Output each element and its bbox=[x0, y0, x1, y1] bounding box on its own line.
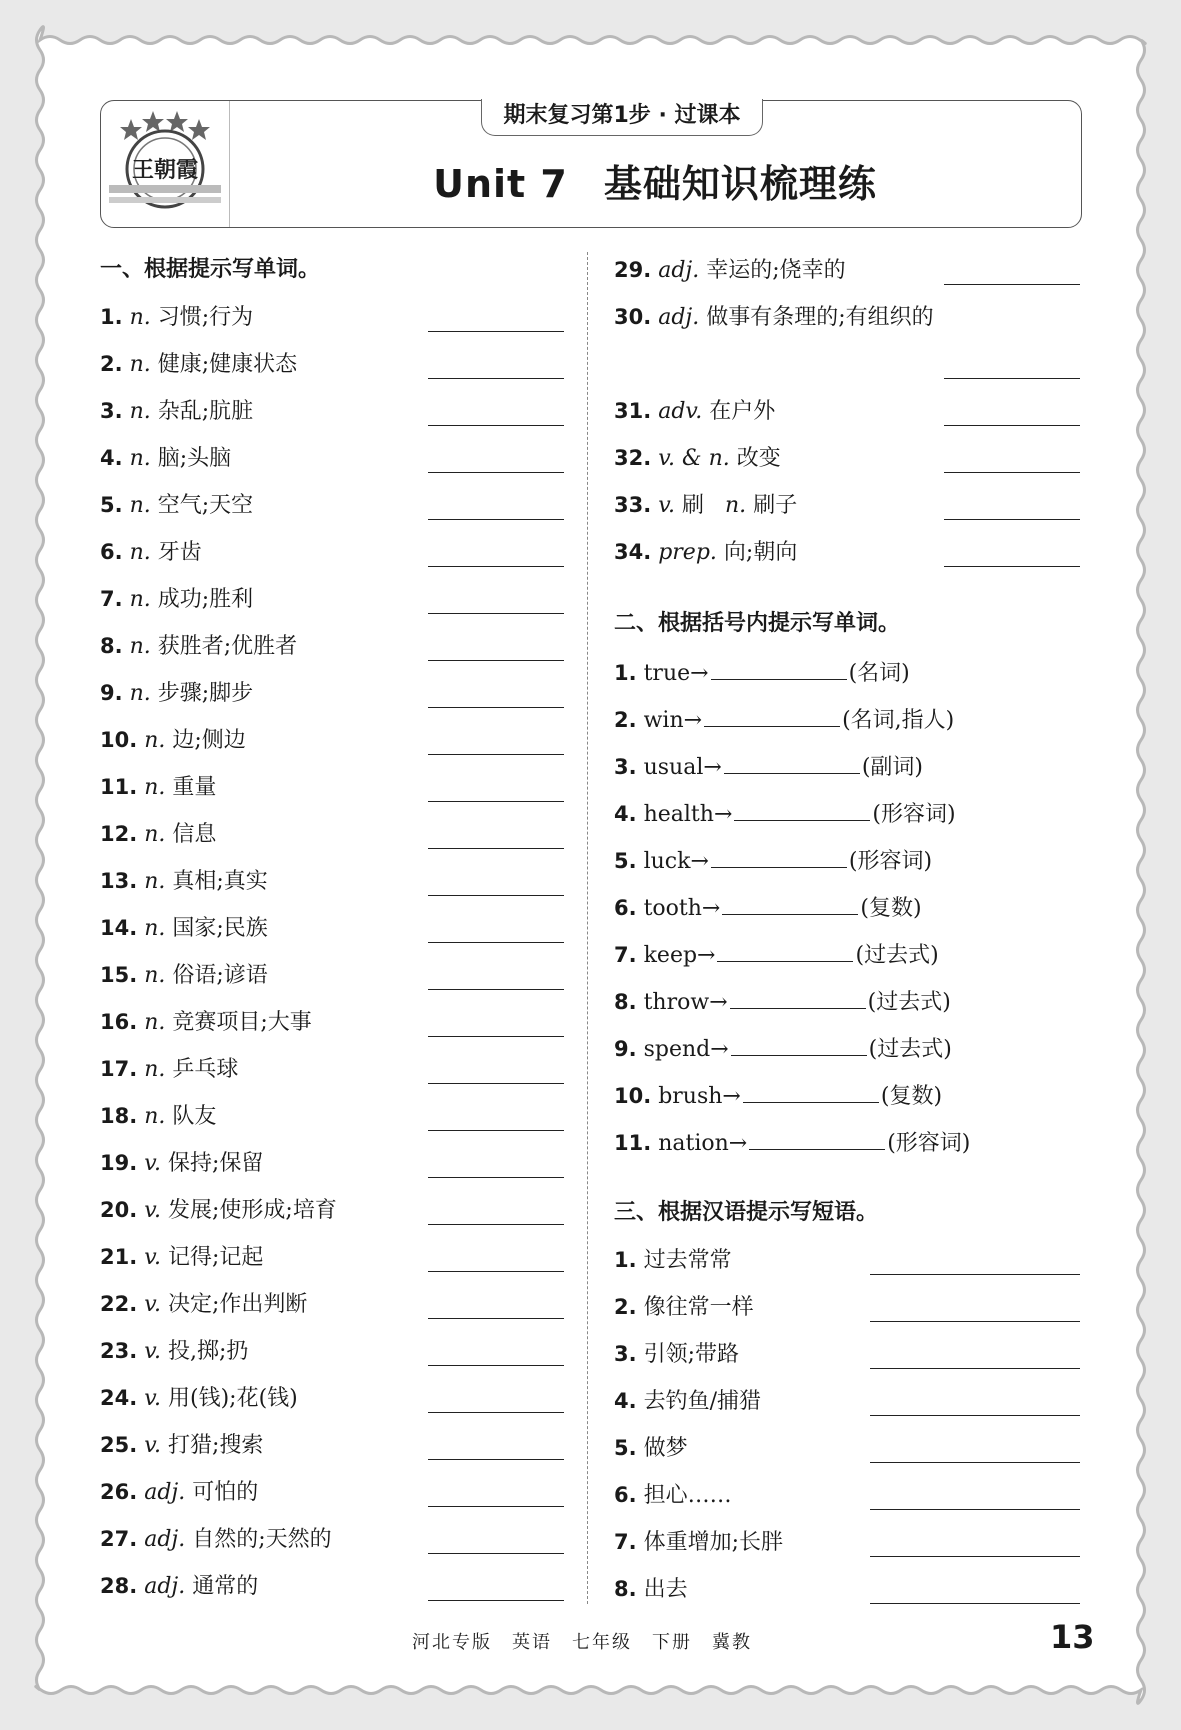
answer-blank[interactable] bbox=[749, 1123, 885, 1150]
word-item bbox=[100, 816, 564, 863]
item-prompt: 通常的 bbox=[192, 1574, 259, 1599]
part-of-speech: v. bbox=[144, 1292, 162, 1317]
part-of-speech: n. bbox=[129, 681, 151, 706]
answer-blank[interactable] bbox=[428, 989, 564, 990]
word-item bbox=[100, 1098, 564, 1145]
word-item bbox=[100, 722, 564, 769]
form-hint: (名词,指人) bbox=[842, 708, 955, 733]
item-prompt: 发展;使形成;培育 bbox=[168, 1198, 337, 1223]
item-prompt: 健康;健康状态 bbox=[157, 352, 298, 377]
item-number: 5. bbox=[100, 493, 123, 517]
phrase-item bbox=[614, 1571, 1080, 1618]
item-prompt: 重量 bbox=[172, 775, 217, 800]
item-number: 23. bbox=[100, 1339, 138, 1363]
answer-blank[interactable] bbox=[944, 378, 1080, 379]
part-of-speech: n. bbox=[129, 352, 151, 377]
item-prompt: 担心…… bbox=[643, 1483, 732, 1508]
answer-blank[interactable] bbox=[724, 747, 860, 774]
form-hint: (形容词) bbox=[848, 849, 933, 874]
section-1-title: 一、根据提示写单词。 bbox=[100, 257, 321, 282]
item-prompt: 过去常常 bbox=[643, 1248, 732, 1273]
word-item-answer-line bbox=[614, 346, 1080, 393]
word-item bbox=[614, 299, 1080, 346]
base-word: true→ bbox=[643, 661, 709, 686]
part-of-speech: n. bbox=[129, 493, 151, 518]
item-number: 7. bbox=[614, 943, 637, 967]
word-item bbox=[614, 534, 1080, 581]
phrase-item bbox=[614, 1242, 1080, 1289]
part-of-speech: v. bbox=[144, 1245, 162, 1270]
item-number: 26. bbox=[100, 1480, 138, 1504]
part-of-speech: n. bbox=[144, 775, 166, 800]
item-number: 5. bbox=[614, 1436, 637, 1460]
item-number: 28. bbox=[100, 1574, 138, 1598]
item-prompt: 出去 bbox=[643, 1577, 688, 1602]
word-form-item bbox=[614, 794, 1080, 841]
item-prompt: 自然的;天然的 bbox=[192, 1527, 332, 1552]
answer-blank[interactable] bbox=[944, 284, 1080, 285]
word-form-item bbox=[614, 1123, 1080, 1170]
word-item bbox=[100, 628, 564, 675]
item-prompt: 步骤;脚步 bbox=[157, 681, 254, 706]
answer-blank[interactable] bbox=[428, 1083, 564, 1084]
item-number: 2. bbox=[614, 708, 637, 732]
phrase-item bbox=[614, 1430, 1080, 1477]
word-item bbox=[614, 252, 1080, 299]
item-number: 8. bbox=[614, 1577, 637, 1601]
item-number: 15. bbox=[100, 963, 138, 987]
word-item bbox=[100, 1239, 564, 1286]
base-word: tooth→ bbox=[643, 896, 721, 921]
answer-blank[interactable] bbox=[428, 519, 564, 520]
item-number: 10. bbox=[614, 1084, 652, 1108]
item-number: 14. bbox=[100, 916, 138, 940]
part-of-speech: v. bbox=[144, 1198, 162, 1223]
page-footer bbox=[0, 1620, 1181, 1660]
item-prompt: 脑;头脑 bbox=[157, 446, 232, 471]
answer-blank[interactable] bbox=[428, 378, 564, 379]
word-item bbox=[100, 1333, 564, 1380]
answer-blank[interactable] bbox=[944, 566, 1080, 567]
answer-blank[interactable] bbox=[734, 794, 870, 821]
answer-blank[interactable] bbox=[870, 1556, 1080, 1557]
word-item bbox=[614, 440, 1080, 487]
answer-blank[interactable] bbox=[428, 754, 564, 755]
part-of-speech: n. bbox=[129, 446, 151, 471]
answer-blank[interactable] bbox=[428, 613, 564, 614]
item-number: 34. bbox=[614, 540, 652, 564]
answer-blank[interactable] bbox=[717, 935, 853, 962]
title-label: 基础知识梳理练 bbox=[603, 162, 877, 206]
phrase-item bbox=[614, 1477, 1080, 1524]
item-number: 33. bbox=[614, 493, 652, 517]
word-form-item bbox=[614, 1029, 1080, 1076]
word-form-item bbox=[614, 841, 1080, 888]
item-number: 30. bbox=[614, 305, 652, 329]
item-number: 7. bbox=[100, 587, 123, 611]
item-prompt: 打猎;搜索 bbox=[168, 1433, 264, 1458]
item-number: 17. bbox=[100, 1057, 138, 1081]
phrase-item bbox=[614, 1383, 1080, 1430]
item-prompt: 做事有条理的;有组织的 bbox=[706, 305, 934, 330]
part-of-speech: n. bbox=[144, 869, 166, 894]
base-word: nation→ bbox=[658, 1131, 748, 1156]
part-of-speech: n. bbox=[129, 540, 151, 565]
answer-blank[interactable] bbox=[428, 1506, 564, 1507]
item-number: 9. bbox=[614, 1037, 637, 1061]
item-number: 10. bbox=[100, 728, 138, 752]
word-item bbox=[100, 534, 564, 581]
item-prompt: 幸运的;侥幸的 bbox=[706, 258, 846, 283]
word-item bbox=[100, 1427, 564, 1474]
part-of-speech: v. bbox=[144, 1151, 162, 1176]
word-item bbox=[100, 1051, 564, 1098]
item-prompt: 空气;天空 bbox=[157, 493, 254, 518]
column-divider bbox=[587, 252, 588, 1604]
item-prompt: 边;侧边 bbox=[172, 728, 246, 753]
part-of-speech: n. bbox=[129, 634, 151, 659]
base-word: throw→ bbox=[643, 990, 728, 1015]
word-form-item bbox=[614, 982, 1080, 1029]
part-of-speech: v. bbox=[144, 1386, 162, 1411]
part-of-speech: v. & n. bbox=[658, 446, 730, 471]
item-number: 5. bbox=[614, 849, 637, 873]
answer-blank[interactable] bbox=[731, 1029, 867, 1056]
part-of-speech: n. bbox=[129, 305, 151, 330]
answer-blank[interactable] bbox=[428, 1271, 564, 1272]
word-form-item bbox=[614, 747, 1080, 794]
word-item bbox=[100, 910, 564, 957]
answer-blank[interactable] bbox=[428, 1318, 564, 1319]
answer-blank[interactable] bbox=[428, 1365, 564, 1366]
publisher-logo bbox=[101, 101, 230, 227]
answer-blank[interactable] bbox=[428, 895, 564, 896]
answer-blank[interactable] bbox=[870, 1509, 1080, 1510]
word-form-item bbox=[614, 700, 1080, 747]
word-item bbox=[100, 1004, 564, 1051]
part-of-speech: v. bbox=[658, 493, 676, 518]
part-of-speech: adv. bbox=[658, 399, 703, 424]
answer-blank[interactable] bbox=[870, 1462, 1080, 1463]
word-item bbox=[100, 1380, 564, 1427]
item-prompt: 真相;真实 bbox=[172, 869, 268, 894]
item-prompt: 在户外 bbox=[709, 399, 776, 424]
form-hint: (过去式) bbox=[868, 1037, 952, 1062]
answer-blank[interactable] bbox=[428, 942, 564, 943]
item-prompt: 获胜者;优胜者 bbox=[157, 634, 298, 659]
form-hint: (过去式) bbox=[867, 990, 951, 1015]
item-number: 24. bbox=[100, 1386, 138, 1410]
item-prompt: 决定;作出判断 bbox=[168, 1292, 308, 1317]
word-item bbox=[614, 393, 1080, 440]
answer-blank[interactable] bbox=[711, 653, 847, 680]
answer-blank[interactable] bbox=[428, 1412, 564, 1413]
item-prompt: 杂乱;肮脏 bbox=[157, 399, 254, 424]
answer-blank[interactable] bbox=[428, 472, 564, 473]
part-of-speech: n. bbox=[144, 963, 166, 988]
part-of-speech: adj. bbox=[658, 305, 700, 330]
item-number: 1. bbox=[614, 661, 637, 685]
item-prompt: 可怕的 bbox=[192, 1480, 259, 1505]
answer-blank[interactable] bbox=[711, 841, 847, 868]
answer-blank[interactable] bbox=[428, 1600, 564, 1601]
item-prompt: 俗语;谚语 bbox=[172, 963, 268, 988]
word-item bbox=[100, 1568, 564, 1615]
logo-text: 王朝霞 bbox=[131, 157, 199, 183]
part-of-speech: n. bbox=[144, 1057, 166, 1082]
answer-blank[interactable] bbox=[428, 1224, 564, 1225]
base-word: luck→ bbox=[643, 849, 709, 874]
item-prompt: 向;朝向 bbox=[723, 540, 798, 565]
word-item bbox=[100, 769, 564, 816]
word-item bbox=[100, 299, 564, 346]
item-prompt: 牙齿 bbox=[157, 540, 202, 565]
form-hint: (复数) bbox=[860, 896, 922, 921]
word-form-item bbox=[614, 935, 1080, 982]
section-3-list bbox=[614, 1242, 1080, 1618]
item-prompt: 国家;民族 bbox=[172, 916, 268, 941]
form-hint: (形容词) bbox=[872, 802, 956, 827]
word-item bbox=[100, 487, 564, 534]
answer-blank[interactable] bbox=[730, 982, 866, 1009]
part-of-speech: prep. bbox=[658, 540, 717, 565]
answer-blank[interactable] bbox=[944, 425, 1080, 426]
item-prompt: 刷子 bbox=[753, 493, 798, 518]
answer-blank[interactable] bbox=[704, 700, 840, 727]
part-of-speech: adj. bbox=[658, 258, 700, 283]
answer-blank[interactable] bbox=[944, 472, 1080, 473]
item-number: 25. bbox=[100, 1433, 138, 1457]
form-hint: (过去式) bbox=[855, 943, 939, 968]
word-form-item bbox=[614, 1076, 1080, 1123]
answer-blank[interactable] bbox=[870, 1274, 1080, 1275]
base-word: win→ bbox=[643, 708, 703, 733]
phrase-item bbox=[614, 1336, 1080, 1383]
word-item bbox=[100, 863, 564, 910]
item-prompt: 成功;胜利 bbox=[157, 587, 254, 612]
item-prompt: 像往常一样 bbox=[643, 1295, 754, 1320]
item-number: 2. bbox=[100, 352, 123, 376]
item-prompt: 引领;带路 bbox=[643, 1342, 740, 1367]
item-prompt: 队友 bbox=[172, 1104, 217, 1129]
answer-blank[interactable] bbox=[428, 1130, 564, 1131]
section-3-title: 三、根据汉语提示写短语。 bbox=[614, 1200, 879, 1225]
form-hint: (形容词) bbox=[887, 1131, 971, 1156]
item-number: 11. bbox=[100, 775, 138, 799]
item-number: 6. bbox=[100, 540, 123, 564]
form-hint: (复数) bbox=[880, 1084, 943, 1109]
item-number: 16. bbox=[100, 1010, 138, 1034]
word-item bbox=[100, 346, 564, 393]
form-hint: (副词) bbox=[861, 755, 923, 780]
answer-blank[interactable] bbox=[944, 519, 1080, 520]
answer-blank[interactable] bbox=[428, 566, 564, 567]
answer-blank[interactable] bbox=[722, 888, 858, 915]
answer-blank[interactable] bbox=[428, 331, 564, 332]
item-prompt: 投,掷;扔 bbox=[168, 1339, 249, 1364]
part-of-speech: v. bbox=[144, 1433, 162, 1458]
item-number: 8. bbox=[614, 990, 637, 1014]
phrase-item bbox=[614, 1524, 1080, 1571]
item-number: 13. bbox=[100, 869, 138, 893]
part-of-speech: n. bbox=[129, 587, 151, 612]
answer-blank[interactable] bbox=[428, 1177, 564, 1178]
word-item bbox=[100, 675, 564, 722]
word-item bbox=[100, 1286, 564, 1333]
item-prompt: 刷 bbox=[682, 493, 705, 518]
item-prompt: 用(钱);花(钱) bbox=[168, 1386, 298, 1411]
item-prompt: 保持;保留 bbox=[168, 1151, 264, 1176]
answer-blank[interactable] bbox=[870, 1368, 1080, 1369]
base-word: spend→ bbox=[643, 1037, 729, 1062]
base-word: keep→ bbox=[643, 943, 716, 968]
item-number: 3. bbox=[100, 399, 123, 423]
base-word: usual→ bbox=[643, 755, 722, 780]
answer-blank[interactable] bbox=[428, 1459, 564, 1460]
answer-blank[interactable] bbox=[870, 1603, 1080, 1604]
item-number: 20. bbox=[100, 1198, 138, 1222]
phrase-item bbox=[614, 1289, 1080, 1336]
item-prompt: 体重增加;长胖 bbox=[643, 1530, 784, 1555]
answer-blank[interactable] bbox=[428, 848, 564, 849]
form-hint: (名词) bbox=[848, 661, 910, 686]
item-prompt: 习惯;行为 bbox=[157, 305, 254, 330]
item-number: 9. bbox=[100, 681, 123, 705]
page-header bbox=[100, 100, 1082, 228]
item-number: 27. bbox=[100, 1527, 138, 1551]
item-prompt: 去钓鱼/捕猎 bbox=[643, 1389, 762, 1414]
item-number: 4. bbox=[614, 1389, 637, 1413]
review-step-ribbon: 期末复习第1步 · 过课本 bbox=[481, 99, 763, 136]
section-2-title: 二、根据括号内提示写单词。 bbox=[614, 611, 901, 636]
item-number: 2. bbox=[614, 1295, 637, 1319]
item-number: 18. bbox=[100, 1104, 138, 1128]
word-form-item bbox=[614, 888, 1080, 935]
answer-blank[interactable] bbox=[428, 660, 564, 661]
word-item bbox=[100, 1192, 564, 1239]
item-prompt: 信息 bbox=[172, 822, 217, 847]
item-number: 1. bbox=[100, 305, 123, 329]
word-form-item bbox=[614, 653, 1080, 700]
answer-blank[interactable] bbox=[428, 425, 564, 426]
answer-blank[interactable] bbox=[428, 801, 564, 802]
part-of-speech: n. bbox=[144, 916, 166, 941]
answer-blank[interactable] bbox=[870, 1321, 1080, 1322]
part-of-speech: n. bbox=[144, 822, 166, 847]
item-number: 29. bbox=[614, 258, 652, 282]
section-2-list bbox=[614, 653, 1080, 1170]
answer-blank[interactable] bbox=[428, 1553, 564, 1554]
part-of-speech: adj. bbox=[144, 1574, 186, 1599]
word-item bbox=[100, 1474, 564, 1521]
item-number: 21. bbox=[100, 1245, 138, 1269]
item-number: 11. bbox=[614, 1131, 652, 1155]
part-of-speech: v. bbox=[144, 1339, 162, 1364]
edition-info: 河北专版 英语 七年级 下册 冀教 bbox=[412, 1632, 752, 1653]
answer-blank[interactable] bbox=[428, 1036, 564, 1037]
part-of-speech: n. bbox=[144, 1010, 166, 1035]
item-prompt: 乒乓球 bbox=[172, 1057, 239, 1082]
word-item bbox=[100, 393, 564, 440]
item-number: 4. bbox=[100, 446, 123, 470]
part-of-speech: adj. bbox=[144, 1480, 186, 1505]
item-number: 6. bbox=[614, 1483, 637, 1507]
item-number: 8. bbox=[100, 634, 123, 658]
part-of-speech: adj. bbox=[144, 1527, 186, 1552]
item-number: 32. bbox=[614, 446, 652, 470]
item-number: 22. bbox=[100, 1292, 138, 1316]
part-of-speech: n. bbox=[144, 1104, 166, 1129]
item-prompt: 改变 bbox=[736, 446, 781, 471]
page-title bbox=[229, 153, 1081, 208]
part-of-speech: n. bbox=[144, 728, 166, 753]
base-word: health→ bbox=[643, 802, 733, 827]
unit-label: Unit 7 bbox=[433, 162, 568, 206]
part-of-speech: n. bbox=[725, 493, 747, 518]
item-number: 19. bbox=[100, 1151, 138, 1175]
word-item bbox=[100, 1521, 564, 1568]
item-number: 4. bbox=[614, 802, 637, 826]
item-prompt: 记得;记起 bbox=[168, 1245, 264, 1270]
page-number: 13 bbox=[1050, 1618, 1095, 1656]
word-item bbox=[100, 581, 564, 628]
item-number: 12. bbox=[100, 822, 138, 846]
word-item bbox=[614, 487, 1080, 534]
left-column bbox=[100, 252, 564, 1615]
answer-blank[interactable] bbox=[428, 707, 564, 708]
answer-blank[interactable] bbox=[870, 1415, 1080, 1416]
section-1-list bbox=[100, 299, 564, 1615]
answer-blank[interactable] bbox=[743, 1076, 879, 1103]
item-prompt: 竞赛项目;大事 bbox=[172, 1010, 312, 1035]
item-number: 3. bbox=[614, 755, 637, 779]
word-item bbox=[100, 440, 564, 487]
right-column bbox=[614, 252, 1080, 1618]
section-1-continued-list bbox=[614, 252, 1080, 581]
item-number: 31. bbox=[614, 399, 652, 423]
item-number: 3. bbox=[614, 1342, 637, 1366]
base-word: brush→ bbox=[658, 1084, 741, 1109]
item-number: 1. bbox=[614, 1248, 637, 1272]
word-item bbox=[100, 957, 564, 1004]
item-prompt: 做梦 bbox=[643, 1436, 688, 1461]
item-number: 6. bbox=[614, 896, 637, 920]
word-item bbox=[100, 1145, 564, 1192]
item-number: 7. bbox=[614, 1530, 637, 1554]
part-of-speech: n. bbox=[129, 399, 151, 424]
